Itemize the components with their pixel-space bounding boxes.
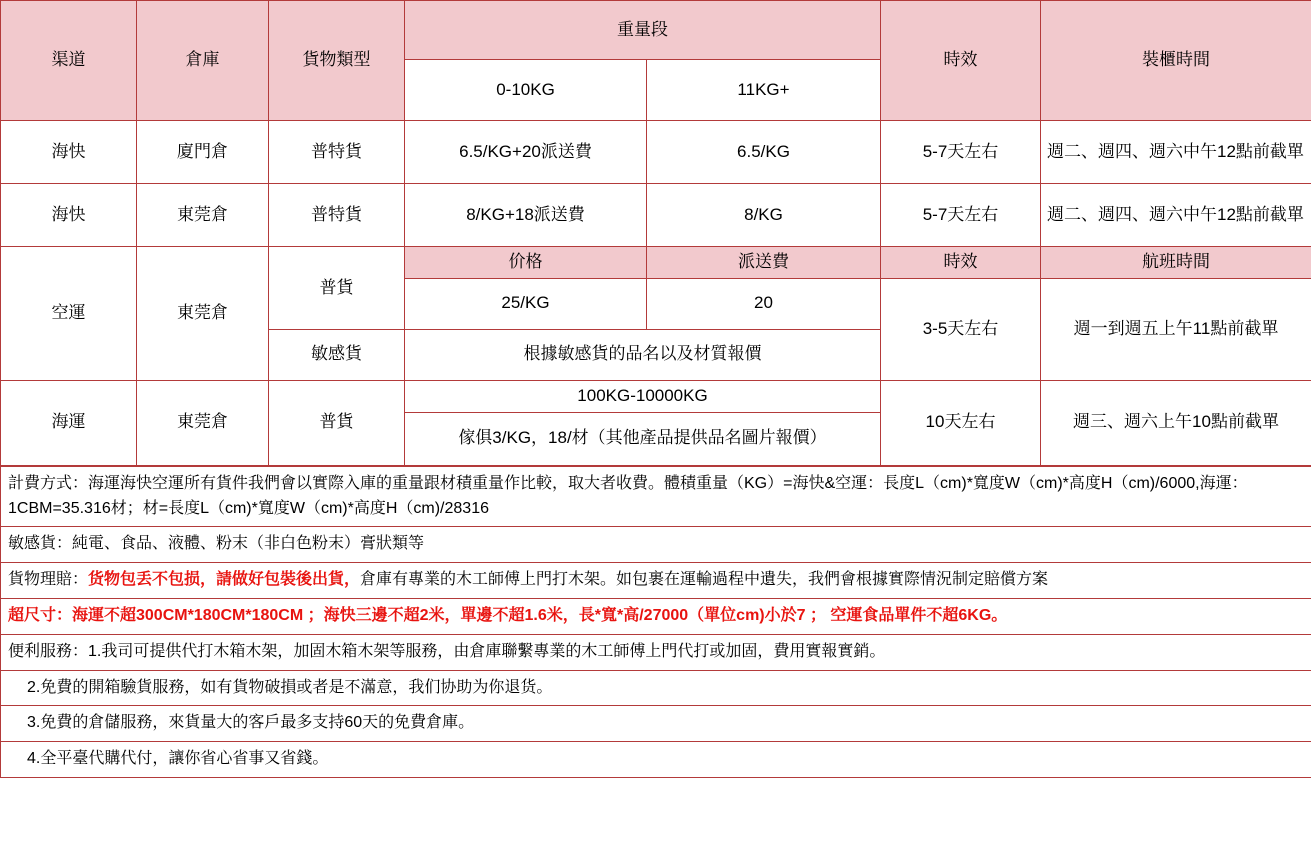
- note-claim-prefix: 貨物理賠：: [8, 571, 89, 589]
- note-service: 3.免費的倉儲服務，來貨量大的客戶最多支持60天的免費倉庫。: [1, 706, 1311, 742]
- table-header-row: [1, 1, 1311, 60]
- note-service: 2.免費的開箱驗貨服務，如有貨物破損或者是不滿意，我们协助为你退货。: [1, 670, 1311, 706]
- cell-channel-sea: 海運: [1, 380, 137, 465]
- air-header-row: [1, 247, 1311, 279]
- cell-cargo-type-sensitive: 敏感貨: [269, 329, 405, 380]
- header-flight-time: 航班時間: [1041, 247, 1311, 279]
- note-service: 4.全平臺代購代付，讓你省心省事又省錢。: [1, 742, 1311, 778]
- cell-sea-range: 100KG-10000KG: [405, 380, 881, 412]
- cell-cargo-type: 普特貨: [269, 121, 405, 184]
- table-row: [1, 184, 1311, 247]
- cell-channel: 海快: [1, 184, 137, 247]
- cell-price-high: 8/KG: [647, 184, 881, 247]
- table-row: [1, 121, 1311, 184]
- note-row-service-3: [1, 706, 1311, 742]
- header-cargo-type: 貨物類型: [269, 1, 405, 121]
- cell-warehouse-sea: 東莞倉: [137, 380, 269, 465]
- header-channel: 渠道: [1, 1, 137, 121]
- header-price: 价格: [405, 247, 647, 279]
- cell-cargo-type: 普特貨: [269, 184, 405, 247]
- header-lead-time-air: 時效: [881, 247, 1041, 279]
- note-claim: [1, 563, 1311, 599]
- header-warehouse: 倉庫: [137, 1, 269, 121]
- cell-price-high: 6.5/KG: [647, 121, 881, 184]
- sea-row-1: [1, 380, 1311, 412]
- cell-air-price: 25/KG: [405, 278, 647, 329]
- note-oversize: 超尺寸：海運不超300CM*180CM*180CM ；海快三邊不超2米，單邊不超1.6米，長*寬*高/27000（單位cm)小於7 ； 空運食品單件不超6KG。: [1, 599, 1311, 635]
- cell-air-delivery-fee: 20: [647, 278, 881, 329]
- cell-air-lead-time: 3-5天左右: [881, 278, 1041, 380]
- cell-cargo-type-sea: 普貨: [269, 380, 405, 465]
- note-row-service-4: [1, 742, 1311, 778]
- cell-air-flight-time: 週一到週五上午11點前截單: [1041, 278, 1311, 380]
- note-row-oversize: [1, 599, 1311, 635]
- note-claim-suffix: 倉庫有專業的木工師傅上門打木架。如包裹在運輸過程中遺失，我們會根據實際情況制定賠償方案: [360, 571, 1049, 589]
- cell-loading-time: 週二、週四、週六中午12點前截單: [1041, 184, 1311, 247]
- note-row-sensitive: [1, 527, 1311, 563]
- cell-price-low: 6.5/KG+20派送費: [405, 121, 647, 184]
- note-claim-highlight: 货物包丢不包损，請做好包裝後出貨，: [88, 571, 361, 589]
- note-sensitive: 敏感貨：純電、食品、液體、粉末（非白色粉末）膏狀類等: [1, 527, 1311, 563]
- note-row-billing: [1, 466, 1311, 527]
- cell-loading-time: 週二、週四、週六中午12點前截單: [1041, 121, 1311, 184]
- note-row-service-2: [1, 670, 1311, 706]
- note-service: 便利服務：1.我司可提供代打木箱木架，加固木箱木架等服務，由倉庫聯繫專業的木工師傅上門代打或加固，費用實報實銷。: [1, 634, 1311, 670]
- cell-sea-price-note: 傢俱3/KG，18/材（其他產品提供品名圖片報價）: [405, 412, 881, 465]
- cell-channel: 海快: [1, 121, 137, 184]
- note-billing: 計費方式：海運海快空運所有貨件我們會以實際入庫的重量跟材積重量作比較，取大者收費。體積重量（KG）=海快&空運：長度L（cm)*寬度W（cm)*高度H（cm)/6000,海運：1CBM=35.316材；材=長度L（cm)*寬度W（cm)*高度H（cm)/28316: [1, 466, 1311, 527]
- header-lead-time: 時效: [881, 1, 1041, 121]
- header-weight-band: 重量段: [405, 1, 881, 60]
- cell-lead-time: 5-7天左右: [881, 184, 1041, 247]
- cell-sensitive-note: 根據敏感貨的品名以及材質報價: [405, 329, 881, 380]
- header-delivery-fee: 派送費: [647, 247, 881, 279]
- header-weight-high: 11KG+: [647, 60, 881, 121]
- cell-warehouse-air: 東莞倉: [137, 247, 269, 381]
- cell-warehouse: 東莞倉: [137, 184, 269, 247]
- cell-sea-lead-time: 10天左右: [881, 380, 1041, 465]
- cell-warehouse: 廈門倉: [137, 121, 269, 184]
- cell-cargo-type-normal: 普貨: [269, 247, 405, 330]
- note-row-claim: [1, 563, 1311, 599]
- notes-table: [0, 466, 1311, 778]
- cell-sea-loading-time: 週三、週六上午10點前截單: [1041, 380, 1311, 465]
- header-loading-time: 裝櫃時間: [1041, 1, 1311, 121]
- cell-channel-air: 空運: [1, 247, 137, 381]
- header-weight-low: 0-10KG: [405, 60, 647, 121]
- cell-price-low: 8/KG+18派送費: [405, 184, 647, 247]
- note-row-service-1: [1, 634, 1311, 670]
- cell-lead-time: 5-7天左右: [881, 121, 1041, 184]
